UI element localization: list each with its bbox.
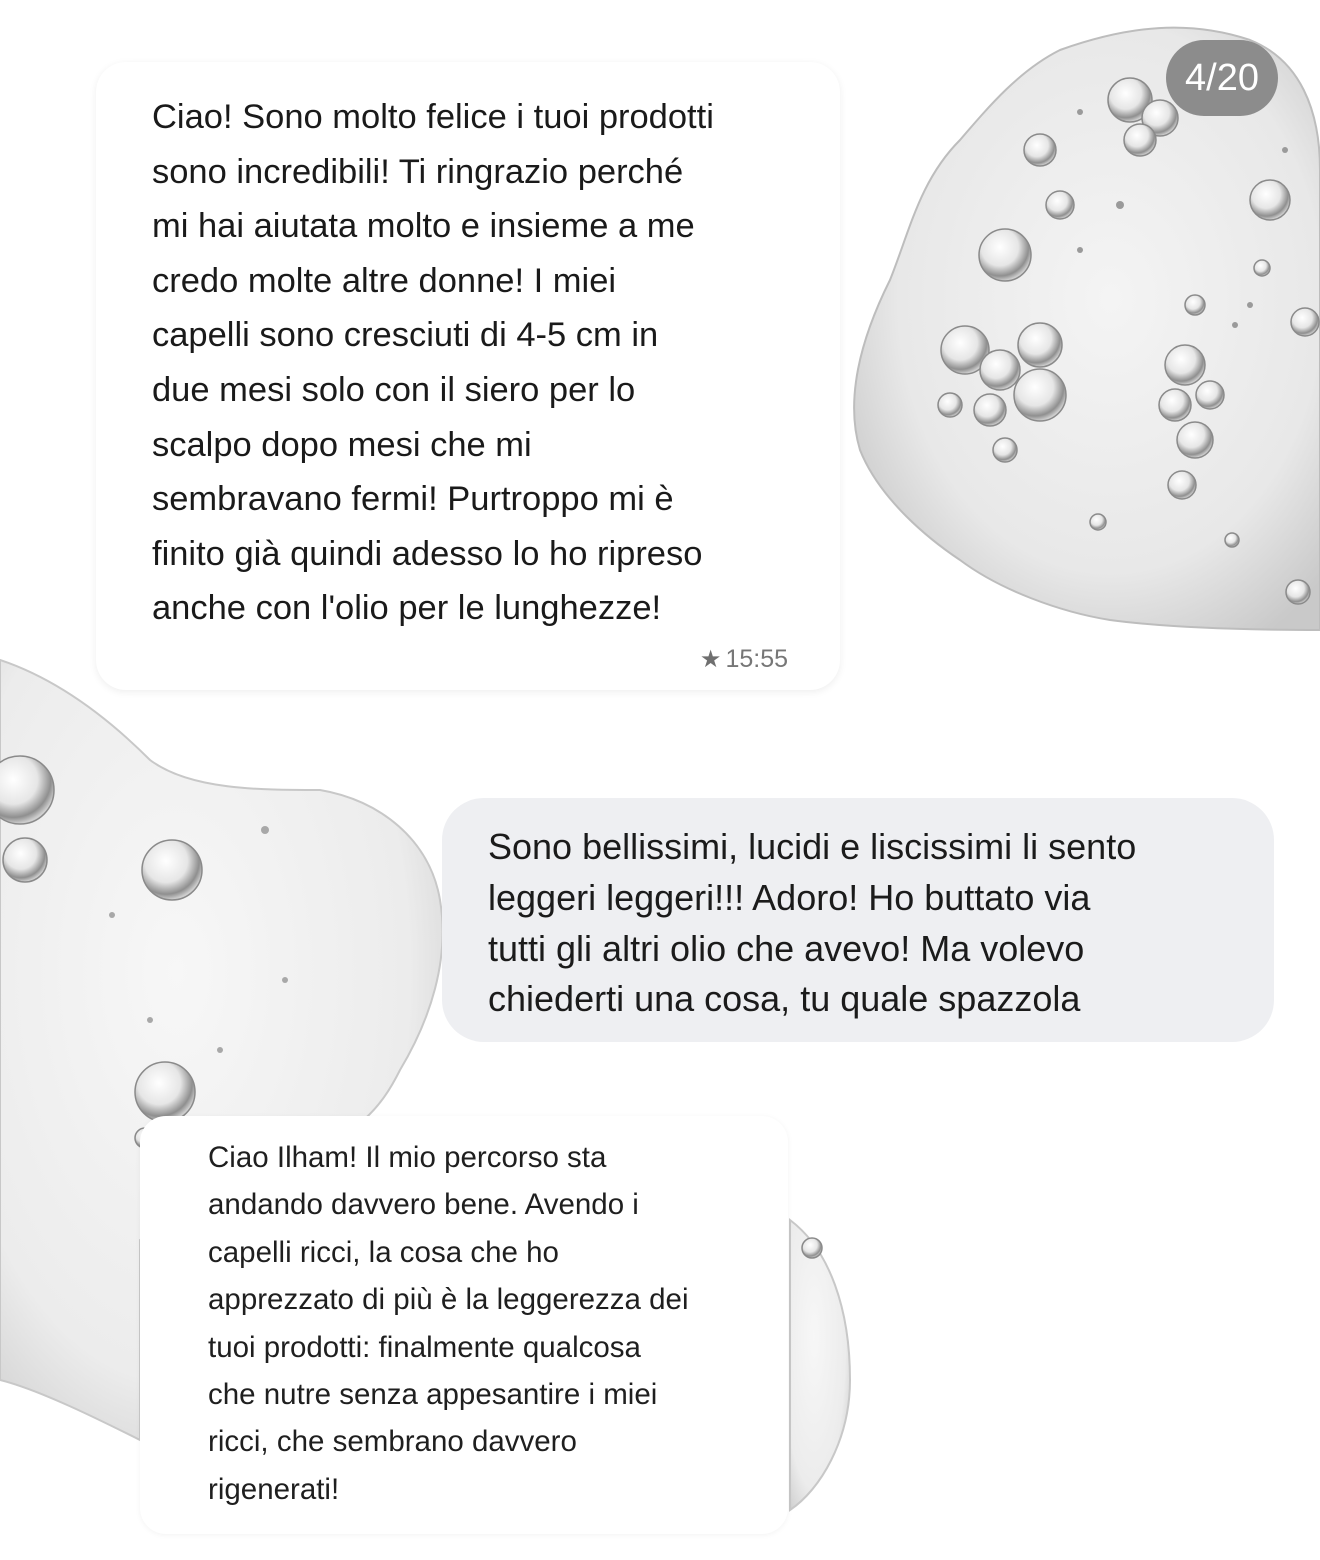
message-line: capelli ricci, la cosa che ho [208, 1235, 559, 1269]
message-line: sono incredibili! Ti ringrazio perché [152, 152, 684, 191]
splash-top-right [854, 28, 1320, 630]
message-text [208, 1134, 764, 1513]
message-line: sembravano fermi! Purtroppo mi è [152, 480, 674, 519]
message-line: ricci, che sembrano davvero [208, 1425, 577, 1459]
message-line: leggeri leggeri!!! Adoro! Ho buttato via [488, 876, 1091, 918]
message-line: capelli sono cresciuti di 4-5 cm in [152, 316, 659, 355]
message-line: Ciao! Sono molto felice i tuoi prodotti [152, 98, 714, 136]
message-line: tuoi prodotti: finalmente qualcosa [208, 1330, 641, 1364]
message-line: Sono bellissimi, lucidi e liscissimi li sento [488, 826, 1137, 867]
message-bubble-3 [140, 1116, 788, 1534]
message-line: credo molte altre donne! I miei [152, 261, 617, 300]
message-bubble-2 [442, 798, 1274, 1042]
message-line: tutti gli altri olio che avevo! Ma volevo [488, 927, 1085, 969]
message-line: rigenerati! [208, 1472, 340, 1506]
message-text [152, 90, 800, 636]
star-icon: ★ [699, 646, 722, 673]
message-timestamp: 15:55 [725, 645, 788, 673]
message-line: mi hai aiutata molto e insieme a me [152, 207, 695, 246]
message-line: che nutre senza appesantire i miei [208, 1378, 658, 1412]
message-line: Ciao Ilham! Il mio percorso sta [208, 1141, 607, 1174]
message-line: due mesi solo con il siero per lo [152, 370, 636, 409]
message-line: chiederti una cosa, tu quale spazzola [488, 978, 1081, 1020]
message-bubble-1 [96, 62, 840, 690]
message-line: apprezzato di più è la leggerezza dei [208, 1283, 689, 1317]
message-line: andando davvero bene. Avendo i [208, 1188, 639, 1222]
message-meta [700, 645, 788, 674]
slide-counter: 4/20 [1166, 40, 1278, 116]
message-line: scalpo dopo mesi che mi [152, 425, 532, 464]
message-text [488, 822, 1254, 1025]
message-line: anche con l'olio per le lunghezze! [152, 589, 662, 628]
message-line: finito già quindi adesso lo ho ripreso [152, 534, 703, 573]
